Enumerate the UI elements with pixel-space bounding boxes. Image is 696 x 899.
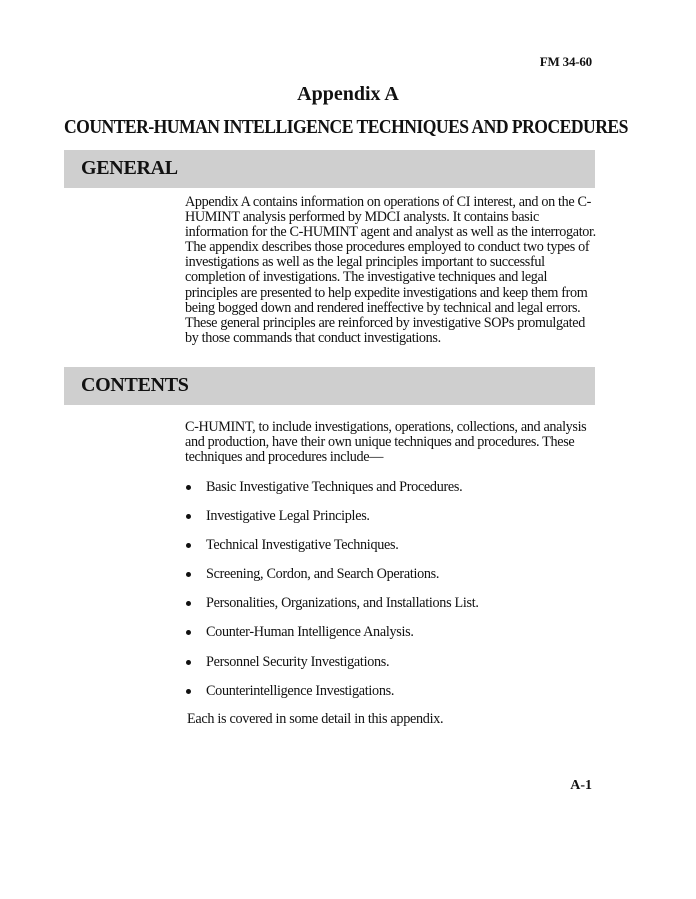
- list-item: [185, 652, 597, 681]
- bullet-icon: [186, 485, 191, 490]
- bullet-icon: [186, 543, 191, 548]
- list-item: [185, 622, 597, 651]
- page-title: COUNTER-HUMAN INTELLIGENCE TECHNIQUES AND PROCEDURES: [64, 116, 628, 138]
- bullet-icon: [186, 660, 191, 665]
- list-item: [185, 593, 597, 622]
- list-item-text: Basic Investigative Techniques and Procedures.: [206, 479, 463, 495]
- list-item-text: Screening, Cordon, and Search Operations.: [206, 566, 440, 583]
- contents-intro-paragraph: C-HUMINT, to include investigations, operations, collections, and analysis and production, have their own unique techniques and procedures. These techniques and procedures include—: [185, 419, 587, 466]
- list-item-text: Technical Investigative Techniques.: [206, 537, 399, 554]
- list-item-text: Investigative Legal Principles.: [206, 508, 370, 525]
- list-item: [185, 564, 597, 593]
- contents-list: [185, 477, 597, 710]
- contents-heading: CONTENTS: [81, 374, 189, 396]
- contents-section-header: [64, 367, 595, 405]
- bullet-icon: [186, 630, 191, 635]
- appendix-label: Appendix A: [297, 83, 399, 105]
- closing-sentence: Each is covered in some detail in this appendix.: [187, 711, 444, 727]
- list-item-text: Counter-Human Intelligence Analysis.: [206, 624, 414, 641]
- page-number: A-1: [570, 778, 592, 793]
- bullet-icon: [186, 689, 191, 694]
- list-item-text: Counterintelligence Investigations.: [206, 682, 395, 699]
- general-paragraph: Appendix A contains information on operations of CI interest, and on the C-HUMINT analysis performed by MDCI analysts. It contains basic information for the C-HUMINT agent and analyst as well as the interrogator. The appendix describes those procedures employed to conduct two types of investigations as well as the legal principles important to successful completion of investigations. The investigative techniques and legal principles are presented to help expedite investigations and keep them from being bogged down and rendered ineffective by technical and legal errors. These general principles are reinforced by investigative SOPs promulgated by those commands that conduct investigations.: [185, 194, 596, 346]
- list-item: [185, 535, 597, 564]
- list-item: [185, 506, 597, 535]
- list-item-text: Personalities, Organizations, and Installations List.: [206, 595, 479, 612]
- bullet-icon: [186, 514, 191, 519]
- general-section-header: [64, 150, 595, 188]
- general-heading: GENERAL: [81, 157, 178, 179]
- document-id: FM 34-60: [539, 54, 592, 69]
- bullet-icon: [186, 572, 191, 577]
- list-item: [185, 477, 597, 506]
- bullet-icon: [186, 601, 191, 606]
- list-item: [185, 681, 597, 710]
- list-item-text: Personnel Security Investigations.: [206, 653, 390, 670]
